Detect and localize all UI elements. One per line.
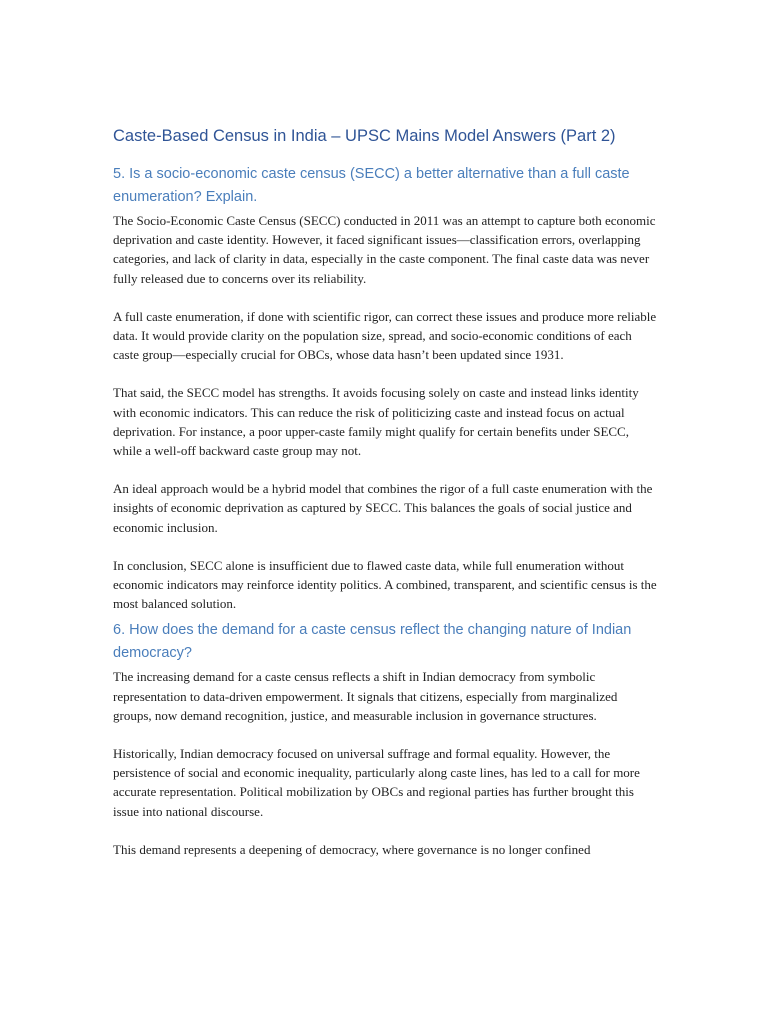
question-6-section: [113, 619, 658, 859]
paragraph: The Socio-Economic Caste Census (SECC) conducted in 2011 was an attempt to capture both economic deprivation and caste identity. However, it faced significant issues—classification errors, overlapping categories, and lack of clarity in data, especially in the caste component. The final caste data was never fully released due to concerns over its reliability.: [113, 213, 656, 286]
question-5-section: [113, 163, 658, 613]
paragraph: In conclusion, SECC alone is insufficient due to flawed caste data, while full enumeration without economic indicators may reinforce identity politics. A combined, transparent, and scientific census is the most balanced solution.: [113, 557, 657, 612]
paragraph: The increasing demand for a caste census reflects a shift in Indian democracy from symbolic representation to data-driven empowerment. It signals that citizens, especially from marginalized groups, now demand recognition, justice, and measurable inclusion in governance structures.: [113, 669, 618, 723]
question-6-heading: 6. How does the demand for a caste census reflect the changing nature of Indian democracy?: [113, 622, 632, 662]
paragraph: That said, the SECC model has strengths. It avoids focusing solely on caste and instead links identity with economic indicators. This can reduce the risk of politicizing caste and instead focus on actual deprivation. For instance, a poor upper-caste family might qualify for certain benefits under SECC, while a well-off backward caste group may not.: [113, 385, 639, 459]
paragraph: A full caste enumeration, if done with scientific rigor, can correct these issues and produce more reliable data. It would provide clarity on the population size, spread, and socio-economic conditions of each caste group—especially crucial for OBCs, whose data hasn’t been updated since 1931.: [113, 308, 657, 363]
paragraph: Historically, Indian democracy focused on universal suffrage and formal equality. However, the persistence of social and economic inequality, particularly along caste lines, has led to a call for more accurate representation. Political mobilization by OBCs and regional parties has further brought this issue into national discourse.: [113, 746, 640, 819]
paragraph: This demand represents a deepening of democracy, where governance is no longer confined: [113, 841, 591, 857]
document-title: Caste-Based Census in India – UPSC Mains Model Answers (Part 2): [113, 127, 616, 145]
question-5-heading: 5. Is a socio-economic caste census (SECC) a better alternative than a full caste enumeration? Explain.: [113, 166, 630, 205]
document-page: [113, 124, 658, 878]
paragraph: An ideal approach would be a hybrid model that combines the rigor of a full caste enumeration with the insights of economic deprivation as captured by SECC. This balances the goals of social justice and economic inclusion.: [113, 481, 653, 535]
